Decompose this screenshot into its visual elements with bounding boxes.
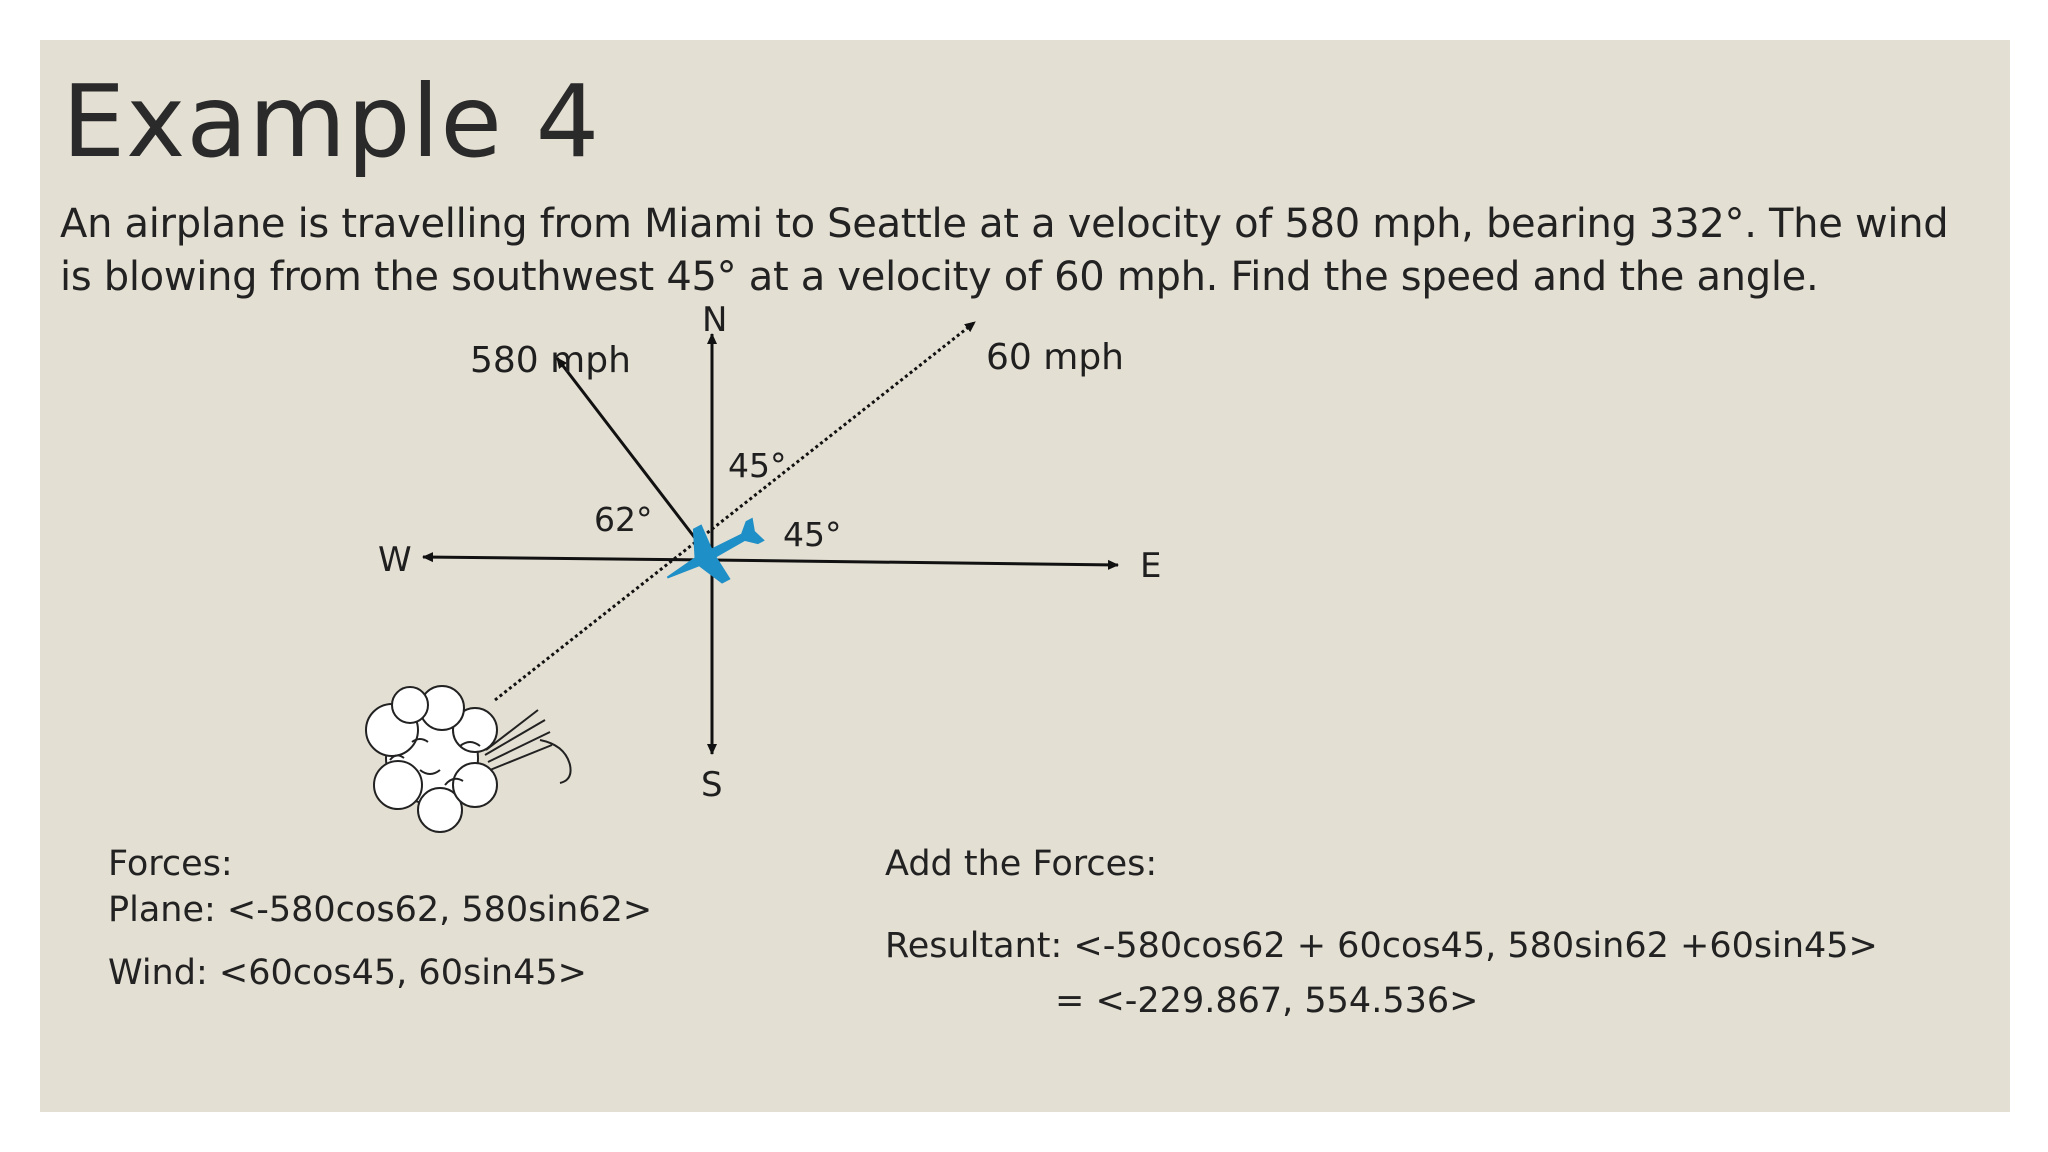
forces-heading: Forces:: [108, 844, 233, 884]
resultant-equation: Resultant: <-580cos62 + 60cos45, 580sin62 +60sin45>: [885, 926, 1878, 966]
compass-south-label: S: [701, 765, 723, 805]
plane-force-equation: Plane: <-580cos62, 580sin62>: [108, 890, 653, 930]
compass-north-label: N: [702, 300, 728, 340]
west-axis-arrow: [423, 557, 712, 560]
plane-speed-label: 580 mph: [470, 340, 631, 381]
wind-cloud-icon: [366, 686, 571, 832]
compass-west-label: W: [378, 540, 412, 580]
slide: [40, 40, 2010, 1112]
east-axis-arrow: [712, 560, 1118, 565]
angle-plane-label: 62°: [594, 500, 653, 539]
slide-title: Example 4: [62, 63, 601, 180]
resultant-value: = <-229.867, 554.536>: [1055, 981, 1479, 1021]
problem-line-2: is blowing from the southwest 45° at a velocity of 60 mph. Find the speed and the angle.: [60, 254, 1819, 300]
angle-wind-north-label: 45°: [728, 446, 787, 485]
angle-wind-east-label: 45°: [783, 515, 842, 554]
wind-speed-label: 60 mph: [986, 337, 1124, 378]
problem-line-1: An airplane is travelling from Miami to Seattle at a velocity of 580 mph, bearing 332°. The wind: [60, 201, 1949, 247]
add-forces-heading: Add the Forces:: [885, 844, 1158, 884]
compass-east-label: E: [1140, 546, 1162, 586]
wind-force-equation: Wind: <60cos45, 60sin45>: [108, 953, 587, 993]
